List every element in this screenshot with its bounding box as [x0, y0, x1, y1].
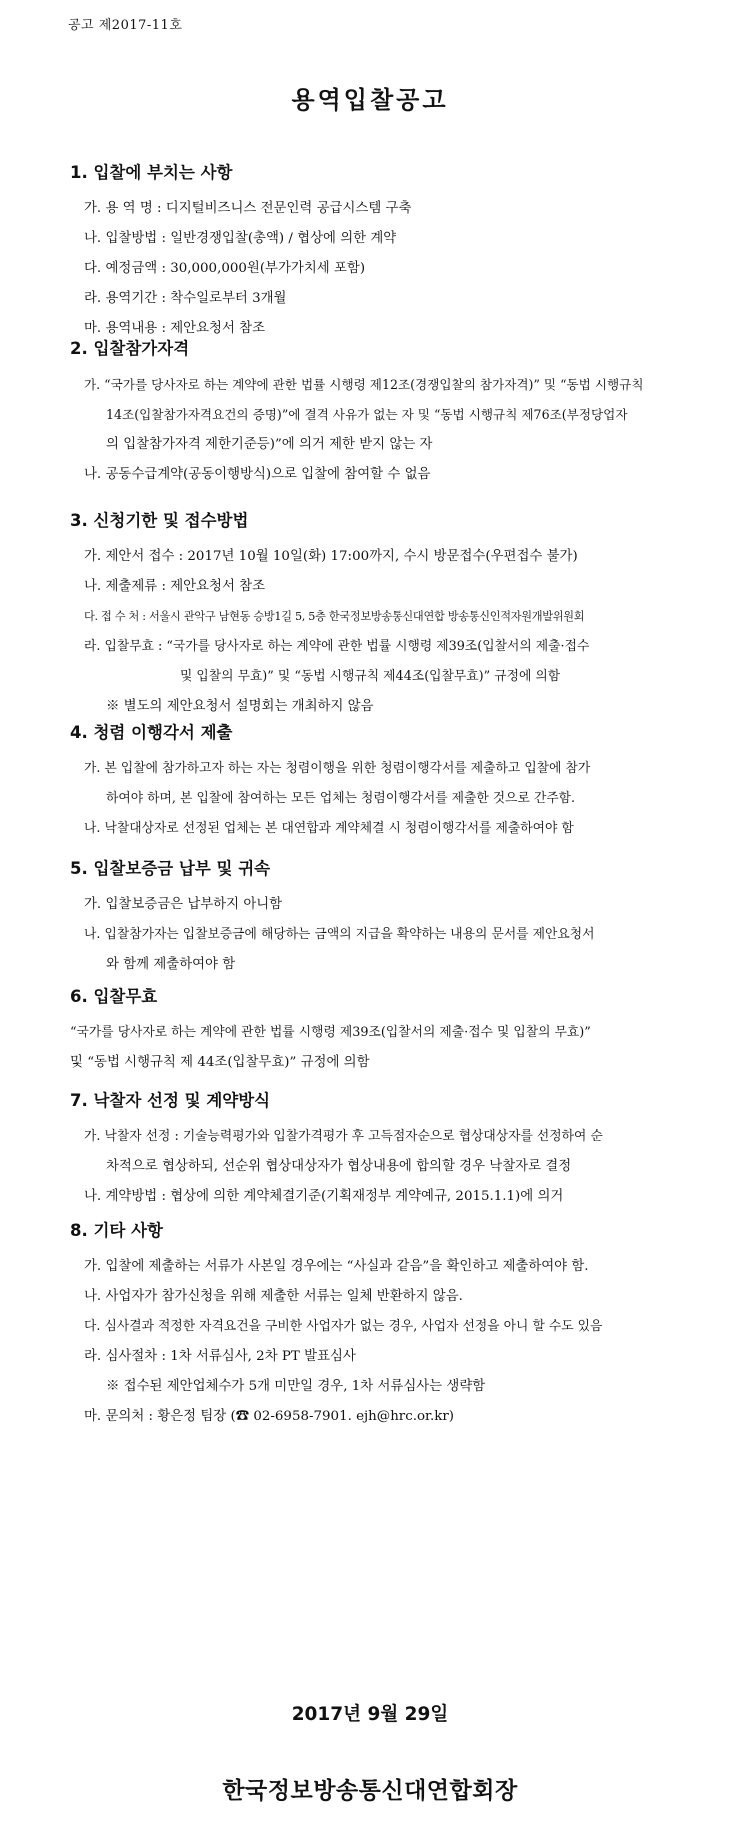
list-item: 가. 제안서 접수 : 2017년 10월 10일(화) 17:00까지, 수시 방문접수(우편접수 불가): [84, 549, 578, 564]
notice-number: 공고 제2017-11호: [68, 18, 183, 33]
document-title: 용역입찰공고: [291, 86, 449, 114]
list-item: 마. 용역내용 : 제안요청서 참조: [84, 321, 266, 336]
list-item: 나. 입찰참가자는 입찰보증금에 해당하는 금액의 지급을 확약하는 내용의 문서를 제안요청서: [84, 927, 595, 942]
list-item: 가. 낙찰자 선정 : 기술능력평가와 입찰가격평가 후 고득점자순으로 협상대상자를 선정하여 순: [84, 1129, 603, 1144]
section-heading: 8. 기타 사항: [70, 1221, 163, 1240]
notice-date: 2017년 9월 29일: [291, 1704, 449, 1725]
section-bidding-items: [70, 160, 700, 336]
list-item: 와 함께 제출하여야 함: [106, 957, 236, 972]
list-item: 가. 본 입찰에 참가하고자 하는 자는 청렴이행을 위한 청렴이행각서를 제출하고 입찰에 참가: [84, 761, 591, 776]
section-heading: 1. 입찰에 부치는 사항: [70, 163, 233, 182]
list-item: 나. 입찰방법 : 일반경쟁입찰(총액) / 협상에 의한 계약: [84, 231, 397, 246]
list-item: 나. 공동수급계약(공동이행방식)으로 입찰에 참여할 수 없음: [84, 467, 431, 482]
list-item: 가. “국가를 당사자로 하는 계약에 관한 법률 시행령 제12조(경쟁입찰의 참가자격)” 및 “동법 시행규칙: [84, 377, 644, 392]
list-item: 나. 사업자가 참가신청을 위해 제출한 서류는 일체 반환하지 않음.: [84, 1289, 463, 1304]
section-eligibility: [70, 336, 700, 502]
list-item: 라. 용역기간 : 착수일로부터 3개월: [84, 291, 287, 306]
section-contractor-selection: [70, 1088, 700, 1214]
document-body: [70, 160, 700, 1432]
section-heading: 7. 낙찰자 선정 및 계약방식: [70, 1091, 271, 1110]
list-item: 나. 계약방법 : 협상에 의한 계약체결기준(기획재정부 계약예규, 2015.1.1)에 의거: [84, 1189, 564, 1204]
list-item: 가. 입찰에 제출하는 서류가 사본일 경우에는 “사실과 같음”을 확인하고 제출하여야 함.: [84, 1259, 589, 1274]
list-item: 다. 접 수 처 : 서울시 관악구 남현동 승방1길 5, 5층 한국정보방송통신대연합 방송통신인적자원개발위원회: [84, 610, 585, 623]
list-item: ※ 접수된 제안업체수가 5개 미만일 경우, 1차 서류심사는 생략함: [106, 1379, 486, 1394]
list-item: 라. 입찰무효 : “국가를 당사자로 하는 계약에 관한 법률 시행령 제39조(입찰서의 제출·접수: [84, 639, 590, 654]
section-heading: 2. 입찰참가자격: [70, 339, 190, 358]
list-item: “국가를 당사자로 하는 계약에 관한 법률 시행령 제39조(입찰서의 제출·접수 및 입찰의 무효)”: [70, 1025, 591, 1040]
list-item: 나. 낙찰대상자로 선정된 업체는 본 대연합과 계약체결 시 청렴이행각서를 제출하여야 함: [84, 821, 574, 836]
section-heading: 5. 입찰보증금 납부 및 귀속: [70, 859, 271, 878]
section-bid-invalidity: [70, 984, 700, 1080]
list-item: 가. 용 역 명 : 디지털비즈니스 전문인력 공급시스템 구축: [84, 201, 412, 216]
section-heading: 4. 청렴 이행각서 제출: [70, 723, 233, 742]
list-item: 차적으로 협상하되, 선순위 협상대상자가 협상내용에 합의할 경우 낙찰자로 결정: [106, 1159, 572, 1174]
list-item: 의 입찰참가자격 제한기준등)”에 의거 제한 받지 않는 자: [106, 437, 433, 452]
section-deadline: [70, 508, 700, 714]
list-item: 라. 심사절차 : 1차 서류심사, 2차 PT 발표심사: [84, 1349, 356, 1364]
list-item: ※ 별도의 제안요청서 설명회는 개최하지 않음: [106, 699, 374, 714]
list-item: 다. 예정금액 : 30,000,000원(부가가치세 포함): [84, 261, 366, 276]
section-heading: 3. 신청기한 및 접수방법: [70, 511, 249, 530]
section-integrity-pledge: [70, 720, 700, 844]
list-item: 및 입찰의 무효)” 및 “동법 시행규칙 제44조(입찰무효)” 규정에 의함: [180, 669, 561, 684]
signatory: 한국정보방송통신대연합회장: [222, 1778, 518, 1804]
list-item: 14조(입찰참가자격요건의 증명)”에 결격 사유가 없는 자 및 “동법 시행규칙 제76조(부정당업자: [106, 407, 628, 422]
list-item: 나. 제출제류 : 제안요청서 참조: [84, 579, 266, 594]
list-item: 하여야 하며, 본 입찰에 참여하는 모든 업체는 청렴이행각서를 제출한 것으로 간주함.: [106, 791, 576, 806]
section-bid-deposit: [70, 856, 700, 980]
section-heading: 6. 입찰무효: [70, 987, 158, 1006]
section-other: [70, 1218, 700, 1432]
list-item: 다. 심사결과 적정한 자격요건을 구비한 사업자가 없는 경우, 사업자 선정을 아니 할 수도 있음: [84, 1319, 603, 1334]
list-item: 및 “동법 시행규칙 제 44조(입찰무효)” 규정에 의함: [70, 1055, 370, 1070]
list-item: 가. 입찰보증금은 납부하지 아니함: [84, 897, 283, 912]
contact-info: 마. 문의처 : 황은정 팀장 (☎ 02-6958-7901. ejh@hrc.or.kr): [84, 1409, 454, 1424]
